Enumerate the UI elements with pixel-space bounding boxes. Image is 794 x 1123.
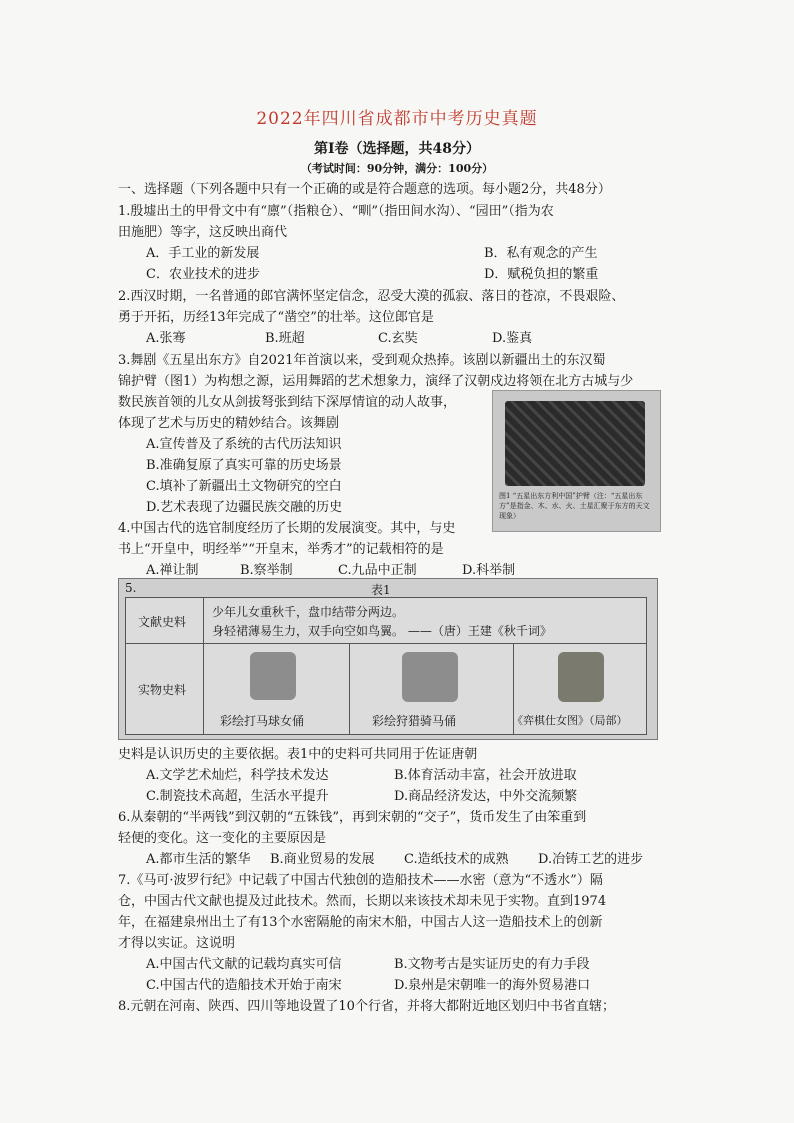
polo-figurine-image [250,652,296,700]
q7-stem-line2: 仓，中国古代文献也提及过此技术。然而，长期以来该技术却未见于实物。直到1974 [118,894,607,909]
painting-image [558,652,604,702]
q6-option-d: D.冶铸工艺的进步 [538,852,644,867]
q7-option-a: A.中国古代文献的记载均真实可信 [146,957,342,972]
artifact-3-cell [513,643,647,735]
q2-stem-line1: 2.西汉时期，一名普通的郎官满怀坚定信念，忍受大漠的孤寂、落日的苍凉，不畏艰险、 [118,289,625,304]
q3-option-d: D.艺术表现了边疆民族交融的历史 [146,500,343,515]
row2-label: 实物史料 [138,683,187,697]
q5-stem: 史料是认识历史的主要依据。表1中的史料可共同用于佐证唐朝 [118,747,478,762]
row1-label: 文献史料 [138,615,187,629]
q3-option-b: B.准确复原了真实可靠的历史场景 [146,458,342,473]
figure-1-armguard [492,390,661,532]
q6-stem-line1: 6.从秦朝的“半两钱”到汉朝的“五铢钱”，再到宋朝的“交子”，货币发生了由笨重到 [118,810,587,825]
artifact-3-label: 《弈棋仕女图》（局部） [512,714,628,727]
exam-title: 2022年四川省成都市中考历史真题 [256,109,538,129]
q6-option-c: C.造纸技术的成熟 [404,852,509,867]
row2-label-cell [125,643,205,735]
q1-option-c: C．农业技术的进步 [146,267,260,282]
q7-option-b: B.文物考古是实证历史的有力手段 [394,957,590,972]
q1-option-a: A．手工业的新发展 [146,246,260,261]
q1-option-d: D．赋税负担的繁重 [484,267,599,282]
q2-stem-line2: 勇于开拓，历经13年完成了“凿空”的壮举。这位郎官是 [118,310,434,325]
q5-option-c: C.制瓷技术高超，生活水平提升 [146,789,329,804]
armguard-image [505,401,645,486]
q2-option-b: B.班超 [265,331,305,346]
exam-info: （考试时间：90分钟，满分：100分） [300,162,494,175]
q5-option-b: B.体育活动丰富，社会开放进取 [394,768,577,783]
q7-stem-line3: 年，在福建泉州出土了有13个水密隔舱的南宋木船，中国古人这一造船技术上的创新 [118,915,603,930]
q7-stem-line4: 才得以实证。这说明 [118,936,236,951]
q7-stem-line1: 7.《马可·波罗行纪》中记载了中国古代独创的造船技术——水密（意为“不透水”）隔 [118,873,603,888]
q1-option-b: B．私有观念的产生 [484,246,598,261]
q1-stem-line1: 1.殷墟出土的甲骨文中有“廪”（指粮仓）、“甽”（指田间水沟）、“园田”（指为农 [118,204,554,219]
q7-option-d: D.泉州是宋朝唯一的海外贸易港口 [394,978,591,993]
q2-option-d: D.鉴真 [492,331,533,346]
poem-cell [203,597,647,645]
table-1-title: 表1 [371,583,391,597]
q8-stem-line1: 8.元朝在河南、陕西、四川等地设置了10个行省，并将大都附近地区划归中书省直辖； [118,999,615,1014]
q4-stem-line2: 书上“开皇中，明经举”“开皇末，举秀才”的记载相符的是 [118,542,444,557]
volume-heading: 第Ⅰ卷（选择题，共48分） [313,141,481,157]
q3-option-c: C.填补了新疆出土文物研究的空白 [146,479,342,494]
q6-stem-line2: 轻便的变化。这一变化的主要原因是 [118,831,327,846]
artifact-1-cell [203,643,351,735]
poem-line2: 身轻裙薄易生力，双手向空如鸟翼。 ——（唐）王建《秋千词》 [212,624,552,638]
artifact-2-label: 彩绘狩猎骑马俑 [372,714,457,728]
q2-option-a: A.张骞 [146,331,186,346]
poem-line1: 少年儿女重秋千，盘巾结带分两边。 [212,605,405,619]
q5-option-d: D.商品经济发达，中外交流频繁 [394,789,578,804]
q6-option-b: B.商业贸易的发展 [270,852,375,867]
q4-stem-line1: 4.中国古代的选官制度经历了长期的发展演变。其中，与史 [118,521,456,536]
q1-stem-line2: 田施肥）等字，这反映出商代 [118,225,288,240]
q3-stem-line3: 数民族首领的儿女从剑拔弩张到结下深厚情谊的动人故事， [118,395,457,410]
q3-option-a: A.宣传普及了系统的古代历法知识 [146,437,342,452]
q5-number: 5. [125,581,137,595]
q4-option-a: A.禅让制 [146,563,199,578]
q3-stem-line2: 锦护臂（图1）为构想之源，运用舞蹈的艺术想象力，演绎了汉朝戍边将领在北方古城与少 [118,374,634,389]
figure-1-caption: 图1 “五星出东方利中国”护臂（注：“五星出东方”是指金、木、水、火、土星汇聚于东方的天文现象） [499,492,650,520]
row1-label-cell [125,597,205,645]
section-heading: 一、选择题（下列各题中只有一个正确的或是符合题意的选项。每小题2分，共48分） [118,182,611,197]
hunting-figurine-image [402,652,458,702]
q4-option-d: D.科举制 [462,563,516,578]
q5-option-a: A.文学艺术灿烂，科学技术发达 [146,768,329,783]
artifact-2-cell [349,643,515,735]
q2-option-c: C.玄奘 [378,331,418,346]
q4-option-c: C.九品中正制 [338,563,417,578]
table-1 [118,578,658,740]
q7-option-c: C.中国古代的造船技术开始于南宋 [146,978,342,993]
q3-stem-line1: 3.舞剧《五星出东方》自2021年首演以来，受到观众热捧。该剧以新疆出土的东汉蜀 [118,353,606,368]
artifact-1-label: 彩绘打马球女俑 [220,714,305,728]
q4-option-b: B.察举制 [240,563,293,578]
q3-stem-line4: 体现了艺术与历史的精妙结合。该舞剧 [118,416,340,431]
q6-option-a: A.都市生活的繁华 [146,852,251,867]
